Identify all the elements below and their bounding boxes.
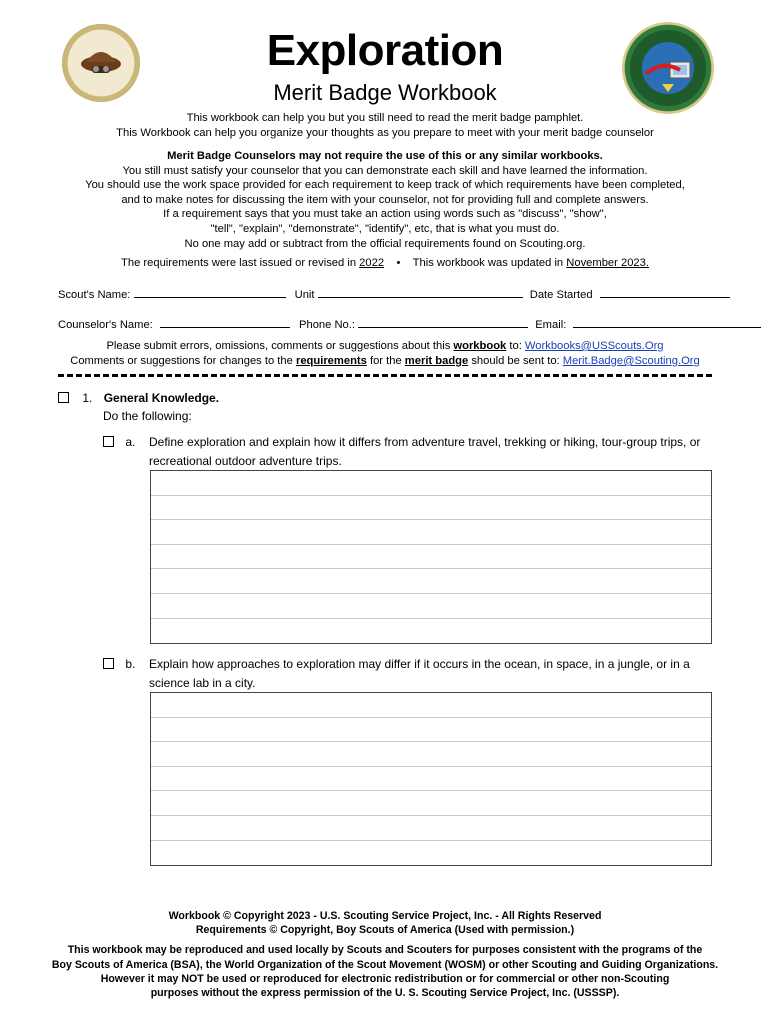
date-started-field[interactable] <box>600 286 730 298</box>
footer-line: Boy Scouts of America (BSA), the World Organization of the Scout Movement (WOSM) or other Scouting and Guiding Organizations. <box>51 958 719 971</box>
requirement-1a-label: a. <box>125 435 136 449</box>
answer-line[interactable] <box>151 767 711 792</box>
requirement-1-number: 1. <box>82 391 93 405</box>
requirement-1a-text <box>149 434 719 469</box>
answer-line[interactable] <box>151 496 711 521</box>
intro-line: You still must satisfy your counselor that you can demonstrate each skill and have learned the information. <box>122 164 648 177</box>
revised-prefix: The requirements were last issued or revised in <box>121 257 360 269</box>
intro-line: You should use the work space provided for each requirement to keep track of which requirements have been completed, <box>85 179 685 192</box>
requirement-text-line: Define exploration and explain how it differs from adventure travel, trekking or hiking, tour-group trips, or <box>149 435 701 449</box>
counselor-notice-heading: Merit Badge Counselors may not require the use of this or any similar workbooks. <box>167 150 603 162</box>
unit-field[interactable] <box>318 286 523 298</box>
requirement-1a-checkbox[interactable] <box>103 436 114 447</box>
requirement-text-line: recreational outdoor adventure trips. <box>149 454 342 468</box>
notice-bold: requirements <box>295 355 367 367</box>
answer-line[interactable] <box>151 545 711 570</box>
intro-line: This Workbook can help you organize your thoughts as you prepare to meet with your merit badge counselor <box>116 126 654 139</box>
requirement-1b-answer-box[interactable] <box>150 692 712 866</box>
notice-text: Please submit errors, omissions, comments or suggestions about this <box>106 340 454 352</box>
notice-text: Comments or suggestions for changes to the <box>70 355 296 367</box>
copyright-footer <box>0 909 770 1000</box>
counselor-name-field[interactable] <box>160 316 290 328</box>
notice-bold: merit badge <box>404 355 469 367</box>
updated-prefix: This workbook was updated in <box>412 257 567 269</box>
counselor-notice-block <box>0 149 770 251</box>
page-title: Exploration <box>266 26 504 75</box>
footer-line: This workbook may be reproduced and used locally by Scouts and Scouters for purposes consistent with the programs of the <box>67 944 703 957</box>
requirement-1b-text <box>149 656 719 691</box>
intro-block <box>0 111 770 140</box>
requirement-1-instruction: Do the following: <box>103 409 192 423</box>
answer-line[interactable] <box>151 594 711 619</box>
requirement-1-title: General Knowledge. <box>103 391 220 405</box>
answer-line[interactable] <box>151 718 711 743</box>
answer-line[interactable] <box>151 742 711 767</box>
revised-year: 2022 <box>359 257 385 269</box>
bullet-separator: • <box>396 257 401 269</box>
footer-line: Requirements © Copyright, Boy Scouts of America (Used with permission.) <box>195 924 575 937</box>
counselor-info-row <box>58 316 708 331</box>
answer-line[interactable] <box>151 816 711 841</box>
answer-line[interactable] <box>151 471 711 496</box>
scout-info-row <box>58 286 708 301</box>
notice-text: for the <box>366 355 405 367</box>
section-divider <box>58 374 712 377</box>
notice-text: should be sent to: <box>468 355 563 367</box>
answer-line[interactable] <box>151 693 711 718</box>
revision-line <box>0 256 770 271</box>
page-subtitle: Merit Badge Workbook <box>273 80 497 105</box>
merit-badge-email-link[interactable]: Merit.Badge@Scouting.Org <box>562 355 700 367</box>
notice-bold: workbook <box>453 340 507 352</box>
requirement-text-line: science lab in a city. <box>149 676 256 690</box>
email-field[interactable] <box>573 316 761 328</box>
footer-line: However it may NOT be used or reproduced for electronic redistribution or for commercial or other non-Scouting <box>100 972 670 985</box>
requirement-1 <box>58 390 219 406</box>
date-started-label: Date Started <box>529 289 593 301</box>
footer-line: purposes without the express permission of the U. S. Scouting Service Project, Inc. (USSSP). <box>150 987 620 1000</box>
intro-line: No one may add or subtract from the official requirements found on Scouting.org. <box>184 237 586 250</box>
requirement-text-line: Explain how approaches to exploration may differ if it occurs in the ocean, in space, in a jungle, or in a <box>149 657 690 671</box>
scout-name-label: Scout's Name: <box>58 289 131 301</box>
requirement-1b-label: b. <box>125 657 136 671</box>
answer-line[interactable] <box>151 619 711 644</box>
workbooks-email-link[interactable]: Workbooks@USScouts.Org <box>524 340 664 352</box>
phone-field[interactable] <box>358 316 528 328</box>
requirement-1b-checkbox[interactable] <box>103 658 114 669</box>
email-label: Email: <box>535 319 567 331</box>
scout-name-field[interactable] <box>134 286 286 298</box>
intro-line: "tell", "explain", "demonstrate", "identify", etc, that is what you must do. <box>210 222 560 235</box>
requirement-1-checkbox[interactable] <box>58 392 69 403</box>
requirement-1a-answer-box[interactable] <box>150 470 712 644</box>
answer-line[interactable] <box>151 841 711 866</box>
answer-line[interactable] <box>151 569 711 594</box>
unit-label: Unit <box>294 289 315 301</box>
feedback-notice <box>0 339 770 369</box>
intro-line: and to make notes for discussing the item with your counselor, not for providing full and complete answers. <box>121 193 649 206</box>
footer-line: Workbook © Copyright 2023 - U.S. Scouting Service Project, Inc. - All Rights Reserved <box>168 910 602 922</box>
intro-line: If a requirement says that you must take an action using words such as "discuss", "show", <box>163 208 607 221</box>
intro-line: This workbook can help you but you still need to read the merit badge pamphlet. <box>186 112 584 124</box>
updated-date: November 2023. <box>566 257 649 269</box>
answer-line[interactable] <box>151 791 711 816</box>
counselor-name-label: Counselor's Name: <box>58 319 153 331</box>
phone-label: Phone No.: <box>299 319 355 331</box>
answer-line[interactable] <box>151 520 711 545</box>
notice-text: to: <box>506 340 525 352</box>
